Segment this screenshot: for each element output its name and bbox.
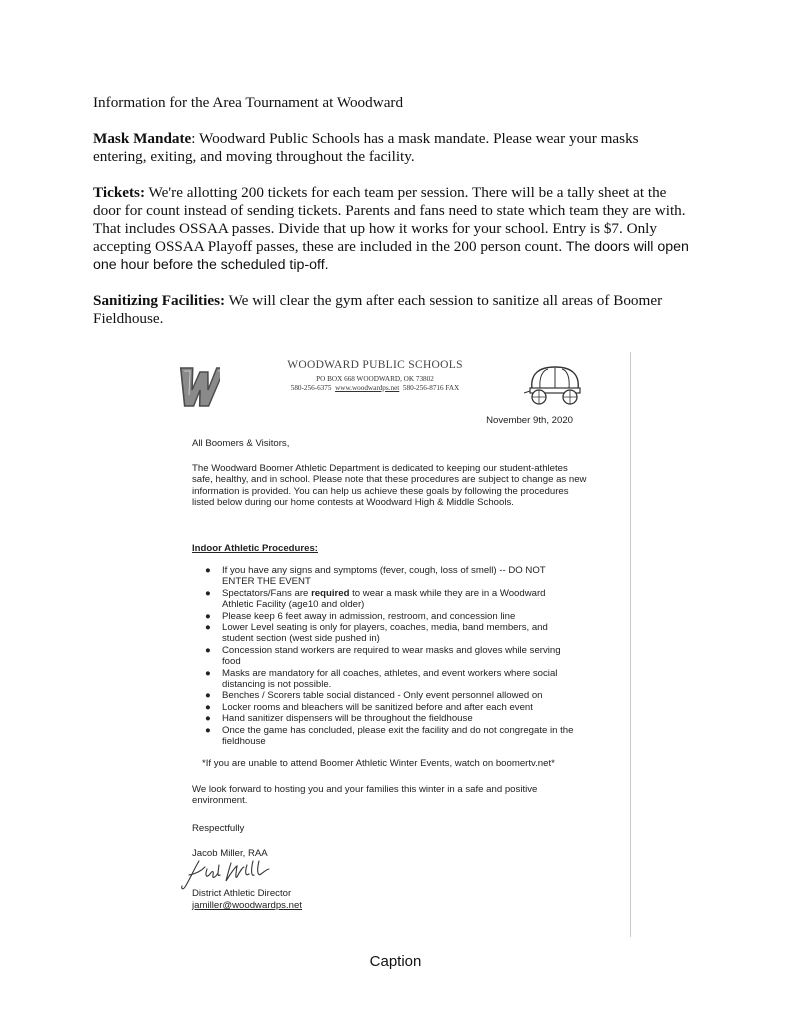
letter-intro-paragraph: The Woodward Boomer Athletic Department is dedicated to keeping our student-athletes safe, healthy, and in school. Please note that these procedures are subject to change as new information is provided. You can help us achieve these goals by following the procedures listed below during our home contests at Woodward High & Middle Schools. bbox=[192, 463, 587, 509]
sanitizing-paragraph bbox=[93, 292, 693, 328]
list-item bbox=[205, 702, 575, 713]
announcement-text bbox=[93, 94, 693, 346]
procedures-list bbox=[205, 565, 575, 748]
scanned-letter bbox=[165, 352, 631, 937]
school-phone: 580-256-6375 bbox=[290, 384, 332, 392]
list-item bbox=[205, 713, 575, 724]
list-item bbox=[205, 725, 575, 748]
covered-wagon-icon bbox=[522, 363, 588, 405]
bullet-icon: ● bbox=[205, 610, 211, 622]
mask-mandate-label: Mask Mandate bbox=[93, 130, 192, 147]
procedures-heading: Indoor Athletic Procedures: bbox=[192, 543, 318, 554]
tickets-text: We're allotting 200 tickets for each team per session. There will be a tally sheet at the door for count instead of sending tickets. Parents and fans need to state which team they are with. That includes OSSAA passes. Divide that up how it works for your school. Entry is $7. Only accepting OSSAA Playoff passes, these are included in the 200 person count. bbox=[93, 184, 686, 255]
list-item-text: Concession stand workers are required to wear masks and gloves while serving food bbox=[222, 644, 561, 668]
streaming-note: *If you are unable to attend Boomer Athletic Winter Events, watch on boomertv.net* bbox=[202, 758, 555, 769]
mask-mandate-paragraph bbox=[93, 130, 693, 166]
announcement-heading: Information for the Area Tournament at Woodward bbox=[93, 94, 404, 111]
list-item bbox=[205, 690, 575, 701]
handwritten-signature bbox=[179, 857, 274, 891]
tickets-paragraph bbox=[93, 184, 693, 274]
list-item bbox=[205, 622, 575, 645]
list-item-text: Lower Level seating is only for players, coaches, media, band members, and student section (west side pushed in) bbox=[222, 622, 548, 645]
list-item-text: Hand sanitizer dispensers will be throughout the fieldhouse bbox=[222, 713, 473, 725]
letter-closing: We look forward to hosting you and your families this winter in a safe and positive environment. bbox=[192, 784, 538, 807]
scan-edge-divider bbox=[630, 352, 631, 937]
school-website-link[interactable]: www.woodwardps.net bbox=[335, 384, 400, 392]
list-item-text: Benches / Scorers table social distanced - Only event personnel allowed on bbox=[222, 690, 543, 702]
list-item bbox=[205, 668, 575, 691]
bullet-icon: ● bbox=[205, 622, 211, 634]
school-contact-line bbox=[260, 384, 490, 392]
list-item-text: If you have any signs and symptoms (fever, cough, loss of smell) -- DO NOT ENTER THE EVENT bbox=[222, 565, 546, 588]
tickets-doors-text: The doors will open one hour before the scheduled tip-off. bbox=[93, 239, 689, 273]
sign-off: Respectfully bbox=[192, 823, 245, 834]
school-fax: 580-256-8716 FAX bbox=[402, 384, 460, 392]
school-address: PO BOX 668 WOODWARD, OK 73802 bbox=[316, 375, 434, 383]
list-item bbox=[205, 565, 575, 588]
signer-title: District Athletic Director bbox=[192, 888, 292, 899]
list-item bbox=[205, 588, 575, 611]
bullet-icon: ● bbox=[205, 644, 211, 656]
signer-email-link[interactable]: jamiller@woodwardps.net bbox=[192, 900, 302, 911]
school-district-name: WOODWARD PUBLIC SCHOOLS bbox=[287, 359, 463, 371]
bullet-icon: ● bbox=[205, 690, 211, 702]
list-item-text-before: Spectators/Fans are bbox=[222, 587, 312, 599]
bullet-icon: ● bbox=[205, 701, 211, 713]
bullet-icon: ● bbox=[205, 724, 211, 736]
image-caption: Caption bbox=[369, 953, 422, 970]
bullet-icon: ● bbox=[205, 587, 211, 599]
list-item-text: Masks are mandatory for all coaches, athletes, and event workers where social distancing is not possible. bbox=[222, 667, 558, 691]
list-item-emphasis: required bbox=[311, 587, 350, 599]
mask-mandate-text: : Woodward Public Schools has a mask mandate. Please wear your masks entering, exiting, and moving throughout the facility. bbox=[93, 130, 639, 165]
list-item bbox=[205, 645, 575, 668]
signer-name: Jacob Miller, RAA bbox=[192, 848, 268, 859]
letter-date: November 9th, 2020 bbox=[486, 415, 573, 426]
letter-greeting: All Boomers & Visitors, bbox=[192, 438, 290, 449]
woodward-w-logo-icon bbox=[170, 362, 220, 410]
bullet-icon: ● bbox=[205, 565, 211, 576]
tickets-label: Tickets: bbox=[93, 184, 146, 201]
bullet-icon: ● bbox=[205, 667, 211, 679]
bullet-icon: ● bbox=[205, 713, 211, 725]
sanitizing-label: Sanitizing Facilities: bbox=[93, 292, 226, 309]
list-item-text-after: to wear a mask while they are in a Woodward Athletic Facility (age10 and older) bbox=[222, 587, 546, 611]
list-item-text: Please keep 6 feet away in admission, restroom, and concession line bbox=[222, 610, 516, 622]
list-item-text: Once the game has concluded, please exit the facility and do not congregate in the fieldhouse bbox=[222, 724, 574, 748]
list-item-text: Locker rooms and bleachers will be sanitized before and after each event bbox=[222, 701, 533, 713]
list-item bbox=[205, 611, 575, 622]
sanitizing-text: We will clear the gym after each session to sanitize all areas of Boomer Fieldhouse. bbox=[93, 292, 663, 327]
